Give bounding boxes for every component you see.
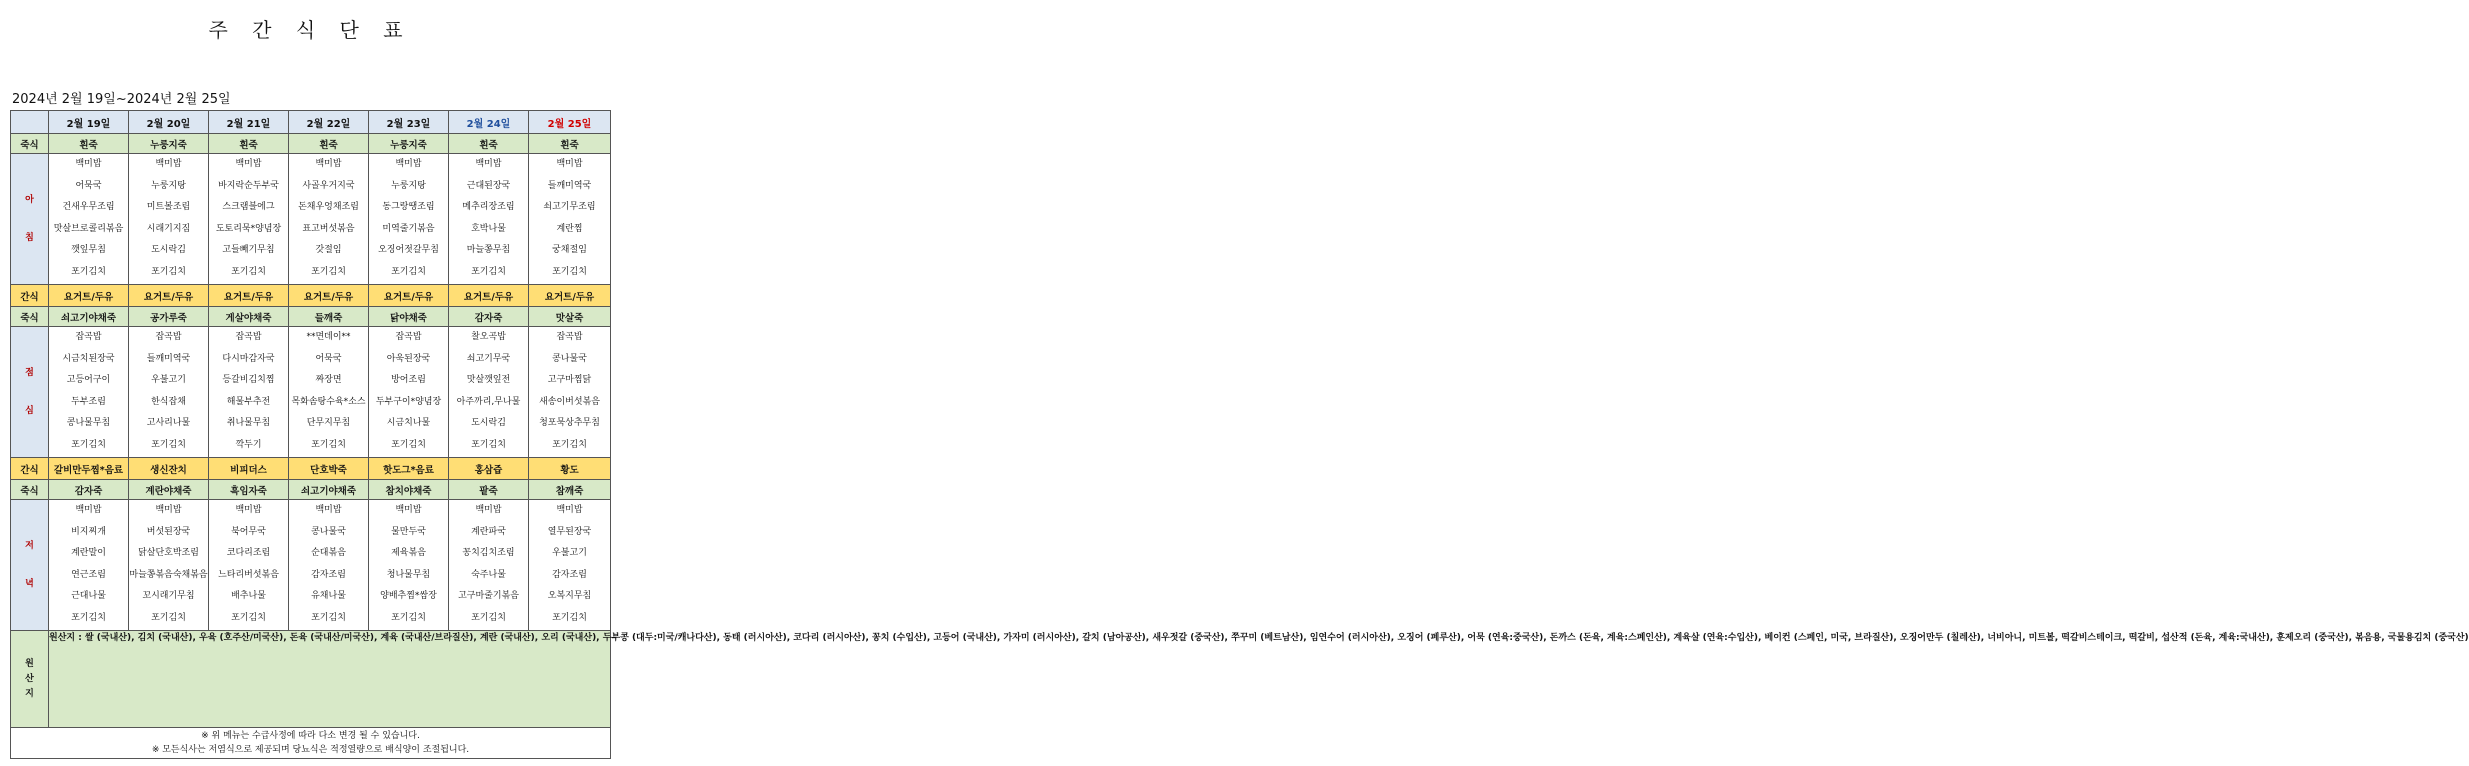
notes-cell (11, 728, 611, 759)
menu-item: 포기김치 (391, 612, 426, 623)
porridge-cell: 게살야채죽 (209, 307, 289, 327)
breakfast-day-cell (529, 154, 611, 285)
menu-item: 등갈비김치찜 (222, 375, 275, 386)
menu-item: 단무지무침 (306, 418, 351, 429)
weekly-menu-table (10, 110, 2469, 759)
snack-cell: 홍삼즙 (449, 458, 529, 480)
menu-item: 백미밥 (315, 159, 342, 169)
lunch-block (11, 327, 611, 458)
date-range: 2024년 2월 19일~2024년 2월 25일 (12, 92, 231, 107)
menu-item: 백미밥 (315, 505, 342, 515)
snack-cell: 요거트/두유 (529, 285, 611, 307)
menu-item: 코다리조림 (226, 548, 271, 559)
menu-item: 누룽지탕 (391, 180, 426, 191)
menu-item: 들깨미역국 (547, 180, 592, 191)
dinner-day-cell (209, 500, 289, 631)
menu-item: 배추나물 (231, 591, 266, 602)
lunch-day-cell (129, 327, 209, 458)
porridge-cell: 쇠고기야채죽 (49, 307, 129, 327)
menu-item: 잡곡밥 (395, 332, 422, 342)
menu-item: 백미밥 (475, 159, 502, 169)
breakfast-day-cell (49, 154, 129, 285)
menu-item: 닭살단호박조림 (138, 548, 199, 559)
menu-item: 건새우무조림 (62, 202, 115, 213)
snack-row-2 (11, 458, 611, 480)
breakfast-day-cell (369, 154, 449, 285)
porridge-cell: 감자죽 (449, 307, 529, 327)
menu-item: 미트볼조림 (146, 202, 191, 213)
menu-item: 포기김치 (231, 612, 266, 623)
menu-item: 포기김치 (231, 266, 266, 277)
menu-item: 아욱된장국 (386, 353, 431, 364)
menu-item: 잡곡밥 (155, 332, 182, 342)
breakfast-label (11, 154, 49, 285)
menu-item: 콩나물국 (311, 526, 346, 537)
dinner-day-cell (369, 500, 449, 631)
porridge-cell: 들깨죽 (289, 307, 369, 327)
origin-label-char: 산 (25, 673, 34, 684)
breakfast-day-cell (209, 154, 289, 285)
menu-item: 계란파국 (471, 526, 506, 537)
menu-item: 포기김치 (552, 266, 587, 277)
meal-label-char: 심 (25, 406, 34, 416)
breakfast-block (11, 154, 611, 285)
menu-item: 새송이버섯볶음 (539, 396, 600, 407)
header-corner (11, 111, 49, 134)
lunch-day-cell (49, 327, 129, 458)
note-line: ※ 모든식사는 저염식으로 제공되며 당뇨식은 적정열량으로 배식양이 조절됩니다. (151, 745, 470, 755)
menu-item: 백미밥 (235, 159, 262, 169)
origin-label-char: 지 (25, 688, 34, 699)
menu-item: 포기김치 (471, 266, 506, 277)
porridge-row-lunch (11, 307, 611, 327)
menu-item: 사골우거지국 (302, 180, 355, 191)
menu-item: 숙주나물 (471, 569, 506, 580)
menu-item: 제육볶음 (391, 548, 426, 559)
lunch-day-cell (529, 327, 611, 458)
menu-item: 백미밥 (556, 159, 583, 169)
menu-item: 두부구이*양념장 (375, 396, 442, 407)
menu-item: 마늘쫑무침 (466, 245, 511, 256)
porridge-cell: 흰죽 (449, 134, 529, 154)
porridge-label: 죽식 (11, 134, 49, 154)
meal-label-char: 저 (25, 541, 34, 551)
snack-cell: 황도 (529, 458, 611, 480)
menu-item: 고들빼기무침 (222, 245, 275, 256)
menu-item: 잡곡밥 (235, 332, 262, 342)
day-header: 2월 19일 (49, 111, 129, 134)
porridge-label: 죽식 (11, 480, 49, 500)
menu-item: 포기김치 (311, 612, 346, 623)
menu-item: 물만두국 (391, 526, 426, 537)
menu-item: 우불고기 (552, 548, 587, 559)
dinner-day-cell (49, 500, 129, 631)
menu-item: 백미밥 (75, 159, 102, 169)
snack-row-1 (11, 285, 611, 307)
menu-item: 포기김치 (391, 439, 426, 450)
dinner-block (11, 500, 611, 631)
lunch-day-cell (449, 327, 529, 458)
menu-item: 두부조림 (71, 396, 106, 407)
porridge-cell: 흰죽 (49, 134, 129, 154)
menu-item: 마늘쫑볶음숙채볶음 (129, 569, 208, 580)
menu-item: 도토리묵*양념장 (215, 223, 282, 234)
menu-item: 도시락김 (471, 418, 506, 429)
menu-item: 표고버섯볶음 (302, 223, 355, 234)
menu-item: 스크램블에그 (222, 202, 275, 213)
porridge-cell: 쇠고기야채죽 (289, 480, 369, 500)
day-header: 2월 20일 (129, 111, 209, 134)
breakfast-day-cell (449, 154, 529, 285)
menu-item: 근대된장국 (466, 180, 511, 191)
menu-item: 백미밥 (235, 505, 262, 515)
menu-item: 방어조림 (391, 375, 426, 386)
porridge-cell: 참깨죽 (529, 480, 611, 500)
day-header-saturday: 2월 24일 (449, 111, 529, 134)
menu-item: 백미밥 (556, 505, 583, 515)
porridge-row-dinner (11, 480, 611, 500)
origin-text: 원산지 : 쌀 (국내산), 김치 (국내산), 우육 (호주산/미국산), 돈육 (국내산/미국산), 계육 (국내산/브라질산), 계란 (국내산), 오리 (국내산), 두부콩 (대두:미국/캐나다산), 동태 (러시아산), 코다리 (러시아산), 꽁치 (수입산), 고등어 (국내산), 가자미 (러시아산), 갈치 (남아공산), 새우젓갈 (중국산), 쭈꾸미 (베트남산), 임연수어 (러시아산), 오징어 (페루산), 어묵 (연육:중국산), 돈까스 (돈육, 계육:스페인산), 계육살 (연육:수입산), 베이컨 (스페인, 미국, 브라질산), 오징어만두 (칠레산), 너비아니, 미트볼, 떡갈비스테이크, 떡갈비, 섭산적 (돈육, 계육:국내산), 훈제오리 (중국산), 볶음용, 국물용김치 (중국산) (49, 631, 611, 728)
day-header-sunday: 2월 25일 (529, 111, 611, 134)
note-line: ※ 위 메뉴는 수급사정에 따라 다소 변경 될 수 있습니다. (201, 731, 420, 741)
menu-item: 고등어구이 (66, 375, 111, 386)
dinner-day-cell (289, 500, 369, 631)
menu-item: 고구마찜닭 (547, 375, 592, 386)
breakfast-day-cell (129, 154, 209, 285)
menu-item: 맛살브로콜리볶음 (53, 223, 124, 234)
menu-item: 어묵국 (315, 353, 342, 364)
porridge-cell: 참치야채죽 (369, 480, 449, 500)
menu-item: 포기김치 (151, 439, 186, 450)
menu-item: 버섯된장국 (146, 526, 191, 537)
menu-item: 누룽지탕 (151, 180, 186, 191)
porridge-cell: 팥죽 (449, 480, 529, 500)
porridge-cell: 흰죽 (289, 134, 369, 154)
lunch-day-cell (289, 327, 369, 458)
menu-item: 다시마감자국 (222, 353, 275, 364)
meal-label-char: 아 (25, 195, 34, 205)
menu-item: 해물부추전 (226, 396, 271, 407)
menu-item: 느타리버섯볶음 (218, 569, 279, 580)
date-header-row (11, 111, 611, 134)
menu-item: 시금치나물 (386, 418, 431, 429)
porridge-label: 죽식 (11, 307, 49, 327)
meal-label-char: 침 (25, 233, 34, 243)
menu-item: 포기김치 (151, 612, 186, 623)
menu-item: 궁채절임 (552, 245, 587, 256)
menu-item: 목화솜탕수육*소스 (291, 396, 366, 407)
origin-row (11, 631, 611, 728)
menu-item: 도시락김 (151, 245, 186, 256)
menu-item: 포기김치 (552, 612, 587, 623)
menu-item: 시금치된장국 (62, 353, 115, 364)
menu-item: 꼬시래기무침 (142, 591, 195, 602)
menu-item: 콩나물국 (552, 353, 587, 364)
menu-item: 백미밥 (475, 505, 502, 515)
porridge-cell: 공가루죽 (129, 307, 209, 327)
menu-item: 청나물무침 (386, 569, 431, 580)
snack-cell: 요거트/두유 (209, 285, 289, 307)
porridge-cell: 흰죽 (209, 134, 289, 154)
menu-item: 포기김치 (311, 439, 346, 450)
menu-item: 감자조림 (311, 569, 346, 580)
menu-item: 근대나물 (71, 591, 106, 602)
menu-item: 잡곡밥 (556, 332, 583, 342)
menu-item: 갓절임 (315, 245, 342, 256)
menu-item: 오징어젓갈무침 (378, 245, 439, 256)
menu-item: 맛살깻잎전 (466, 375, 511, 386)
menu-item: 취나물무침 (226, 418, 271, 429)
menu-item: 한식잡채 (151, 396, 186, 407)
menu-item: 어묵국 (75, 180, 102, 191)
menu-item: 미역줄기볶음 (382, 223, 435, 234)
menu-item: 우불고기 (151, 375, 186, 386)
menu-item: 짜장면 (315, 375, 342, 386)
porridge-cell: 흰죽 (529, 134, 611, 154)
meal-label-char: 녁 (25, 579, 34, 589)
menu-item: 메추리장조림 (462, 202, 515, 213)
menu-item: 포기김치 (151, 266, 186, 277)
meal-label-char: 점 (25, 368, 34, 378)
menu-item: 열무된장국 (547, 526, 592, 537)
menu-item: 계란찜 (556, 223, 583, 234)
menu-item: 백미밥 (395, 159, 422, 169)
menu-item: 포기김치 (71, 439, 106, 450)
porridge-row-breakfast (11, 134, 611, 154)
menu-item: 포기김치 (311, 266, 346, 277)
day-header: 2월 23일 (369, 111, 449, 134)
menu-item: 잡곡밥 (75, 332, 102, 342)
menu-item: 들깨미역국 (146, 353, 191, 364)
menu-item: 동그랑땡조림 (382, 202, 435, 213)
menu-item: 포기김치 (391, 266, 426, 277)
menu-item: 바지락순두부국 (218, 180, 279, 191)
dinner-label (11, 500, 49, 631)
menu-item: 오복지무침 (547, 591, 592, 602)
menu-item: 포기김치 (471, 439, 506, 450)
snack-cell: 요거트/두유 (49, 285, 129, 307)
page-title: 주 간 식 단 표 (208, 18, 412, 42)
dinner-day-cell (529, 500, 611, 631)
snack-cell: 비피더스 (209, 458, 289, 480)
origin-label-char: 원 (25, 658, 34, 669)
menu-item: 백미밥 (155, 159, 182, 169)
menu-item: 유채나물 (311, 591, 346, 602)
menu-item: 양배추찜*쌈장 (380, 591, 437, 602)
menu-item: 포기김치 (471, 612, 506, 623)
porridge-cell: 흑임자죽 (209, 480, 289, 500)
origin-label (11, 631, 49, 728)
menu-item: 깍두기 (235, 439, 262, 450)
menu-item: 계란말이 (71, 548, 106, 559)
dinner-day-cell (129, 500, 209, 631)
menu-item: 쇠고기무국 (466, 353, 511, 364)
breakfast-day-cell (289, 154, 369, 285)
menu-item: 순대볶음 (311, 548, 346, 559)
menu-item: 콩나물무침 (66, 418, 111, 429)
porridge-cell: 맛살죽 (529, 307, 611, 327)
snack-label: 간식 (11, 458, 49, 480)
menu-item: 감자조림 (552, 569, 587, 580)
snack-label: 간식 (11, 285, 49, 307)
menu-item: 돈채우엉채조림 (298, 202, 359, 213)
snack-cell: 단호박죽 (289, 458, 369, 480)
menu-item: 시래기지짐 (146, 223, 191, 234)
snack-cell: 요거트/두유 (129, 285, 209, 307)
menu-item: 포기김치 (71, 266, 106, 277)
snack-cell: 요거트/두유 (369, 285, 449, 307)
menu-item: 백미밥 (75, 505, 102, 515)
lunch-day-cell (209, 327, 289, 458)
menu-item: 꽁치김치조림 (462, 548, 515, 559)
notes-row (11, 728, 611, 759)
snack-cell: 갈비만두찜*음료 (49, 458, 129, 480)
dinner-day-cell (449, 500, 529, 631)
menu-item: **면데이** (306, 332, 351, 342)
porridge-cell: 누룽지죽 (129, 134, 209, 154)
menu-item: 포기김치 (552, 439, 587, 450)
snack-cell: 요거트/두유 (289, 285, 369, 307)
menu-item: 청포묵상추무침 (539, 418, 600, 429)
menu-item: 연근조림 (71, 569, 106, 580)
day-header: 2월 22일 (289, 111, 369, 134)
snack-cell: 요거트/두유 (449, 285, 529, 307)
menu-item: 백미밥 (155, 505, 182, 515)
menu-item: 호박나물 (471, 223, 506, 234)
menu-item: 찰오곡밥 (471, 332, 506, 342)
porridge-cell: 감자죽 (49, 480, 129, 500)
menu-item: 고사리나물 (146, 418, 191, 429)
lunch-day-cell (369, 327, 449, 458)
menu-item: 백미밥 (395, 505, 422, 515)
menu-item: 깻잎무침 (71, 245, 106, 256)
porridge-cell: 누룽지죽 (369, 134, 449, 154)
day-header: 2월 21일 (209, 111, 289, 134)
porridge-cell: 닭야채죽 (369, 307, 449, 327)
menu-item: 쇠고기무조림 (543, 202, 596, 213)
menu-item: 북어무국 (231, 526, 266, 537)
menu-item: 비지찌개 (71, 526, 106, 537)
snack-cell: 핫도그*음료 (369, 458, 449, 480)
snack-cell: 생신잔치 (129, 458, 209, 480)
lunch-label (11, 327, 49, 458)
porridge-cell: 계란야채죽 (129, 480, 209, 500)
menu-item: 고구마줄기볶음 (458, 591, 519, 602)
menu-item: 포기김치 (71, 612, 106, 623)
menu-item: 아주까리,무나물 (456, 396, 521, 407)
